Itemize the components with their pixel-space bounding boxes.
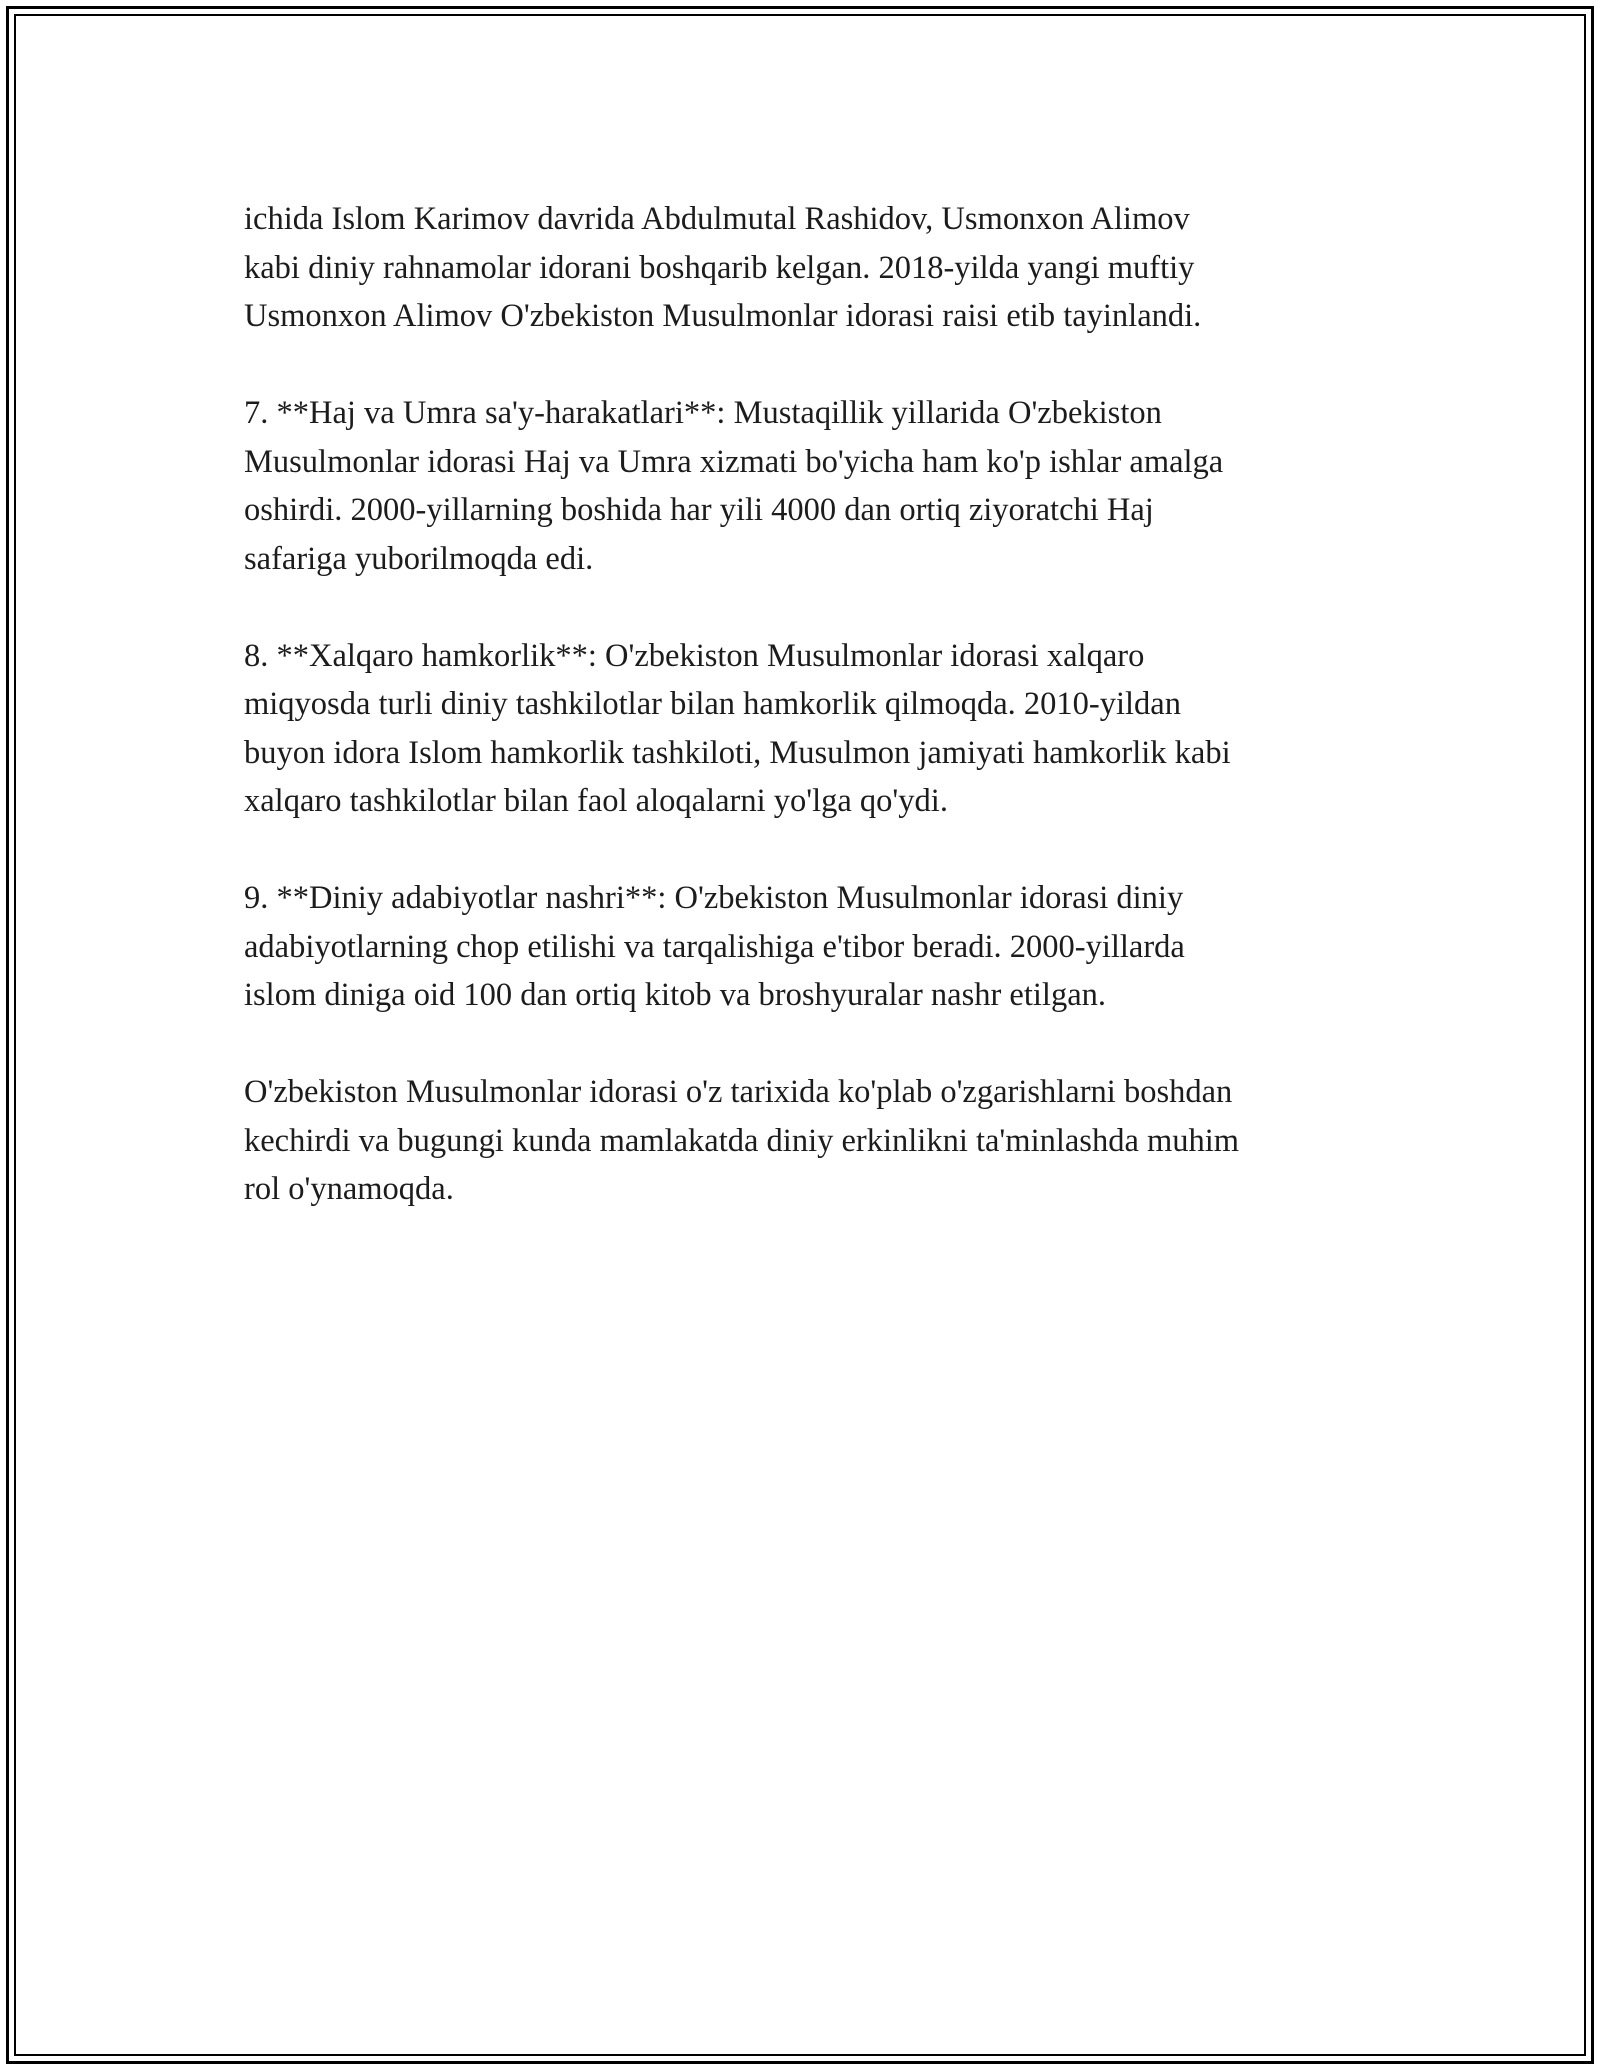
text-line: islom diniga oid 100 dan ortiq kitob va broshyuralar nashr etilgan. [244, 977, 1106, 1013]
text-line: 7. **Haj va Umra sa'y-harakatlari**: Mustaqillik yillarida O'zbekiston [244, 395, 1162, 431]
paragraph-item-8 [244, 632, 1394, 826]
text-line: miqyosda turli diniy tashkilotlar bilan hamkorlik qilmoqda. 2010-yildan [244, 686, 1181, 722]
text-line: 8. **Xalqaro hamkorlik**: O'zbekiston Musulmonlar idorasi xalqaro [244, 637, 1145, 674]
text-line: buyon idora Islom hamkorlik tashkiloti, Musulmon jamiyati hamkorlik kabi [244, 734, 1231, 771]
paragraph-item-7 [244, 389, 1394, 583]
paragraph-intro-continuation [244, 195, 1394, 341]
document-body [244, 195, 1394, 1262]
text-line: Musulmonlar idorasi Haj va Umra xizmati bo'yicha ham ko'p ishlar amalga [244, 443, 1224, 480]
text-line: adabiyotlarning chop etilishi va tarqalishiga e'tibor beradi. 2000-yillarda [244, 928, 1185, 965]
text-line: O'zbekiston Musulmonlar idorasi o'z tarixida ko'plab o'zgarishlarni boshdan [244, 1074, 1233, 1110]
text-line: safariga yuborilmoqda edi. [244, 540, 594, 577]
text-line: Usmonxon Alimov O'zbekiston Musulmonlar idorasi raisi etib tayinlandi. [244, 298, 1202, 334]
paragraph-conclusion [244, 1068, 1394, 1214]
text-line: xalqaro tashkilotlar bilan faol aloqalarni yo'lga qo'ydi. [244, 783, 948, 819]
paragraph-item-9 [244, 874, 1394, 1020]
text-line: kabi diniy rahnamolar idorani boshqarib kelgan. 2018-yilda yangi muftiy [244, 249, 1195, 286]
text-line: ichida Islom Karimov davrida Abdulmutal Rashidov, Usmonxon Alimov [244, 201, 1190, 237]
page-frame [6, 6, 1594, 2064]
text-line: rol o'ynamoqda. [244, 1171, 454, 1207]
text-line: 9. **Diniy adabiyotlar nashri**: O'zbekiston Musulmonlar idorasi diniy [244, 880, 1184, 916]
text-line: oshirdi. 2000-yillarning boshida har yili 4000 dan ortiq ziyoratchi Haj [244, 492, 1154, 528]
text-line: kechirdi va bugungi kunda mamlakatda diniy erkinlikni ta'minlashda muhim [244, 1122, 1240, 1159]
